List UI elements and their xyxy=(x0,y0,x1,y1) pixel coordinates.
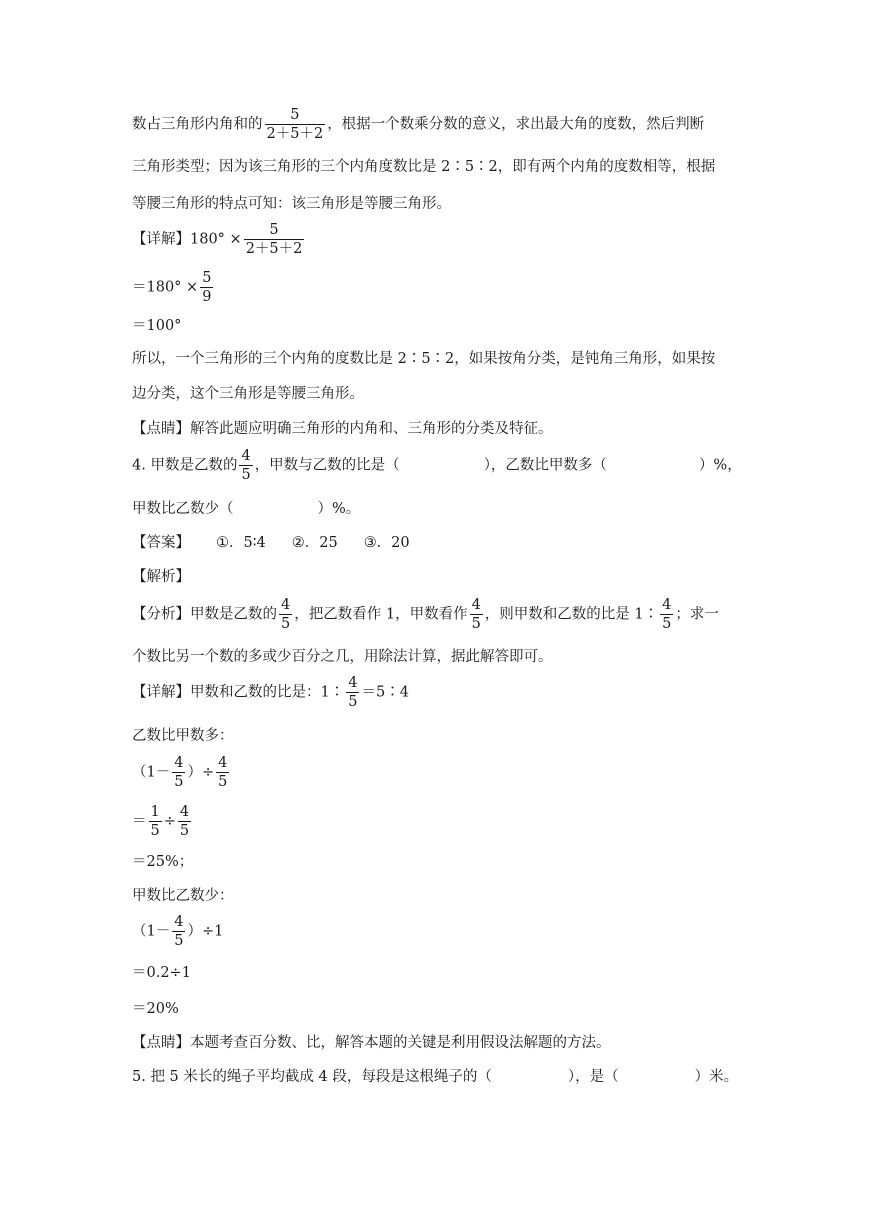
analysis-line-1 xyxy=(132,106,704,143)
fraction-numerator: 4 xyxy=(281,597,291,613)
fraction-denominator: 9 xyxy=(202,289,212,305)
calc-line-2 xyxy=(132,803,193,840)
text: ），乙数比甲数多（ xyxy=(483,457,607,474)
question-4-line-1 xyxy=(132,447,742,484)
fraction-denominator: 5 xyxy=(241,467,251,483)
text: ，把乙数看作 1，甲数看作 xyxy=(294,606,468,623)
analysis-line-3: 等腰三角形的特点可知：该三角形是等腰三角形。 xyxy=(132,196,451,212)
fraction-denominator: 2＋5＋2 xyxy=(245,241,303,257)
fraction-numerator: 4 xyxy=(662,597,672,613)
answer-item: ②．25 xyxy=(291,535,338,551)
calc-line-5: ＝0.2÷1 xyxy=(132,965,191,981)
tip-line: 【点睛】解答此题应明确三角形的内角和、三角形的分类及特征。 xyxy=(132,421,553,437)
fraction xyxy=(172,913,185,950)
text: 4. 甲数是乙数的 xyxy=(132,457,238,474)
fraction xyxy=(660,596,673,633)
text: ，则甲数和乙数的比是 1∶ xyxy=(484,606,659,623)
fraction-denominator: 2＋5＋2 xyxy=(266,126,324,142)
analysis-label: 【解析】 xyxy=(132,569,190,585)
fraction-numerator: 4 xyxy=(174,755,184,771)
fraction-numerator: 4 xyxy=(179,804,190,820)
text: （1－ xyxy=(132,764,171,781)
calc-line-1 xyxy=(132,754,231,791)
fraction xyxy=(149,803,162,840)
detail-line xyxy=(132,221,306,258)
text: ＝180° × xyxy=(132,279,199,296)
less-label: 甲数比乙数少： xyxy=(132,888,234,904)
fraction xyxy=(216,754,229,791)
fraction-denominator: 5 xyxy=(174,774,184,790)
fraction-numerator: 4 xyxy=(241,448,251,464)
fraction-denominator: 5 xyxy=(281,616,291,632)
fraction-denominator: 5 xyxy=(348,694,358,710)
fraction-numerator: 4 xyxy=(471,597,481,613)
question-5-line xyxy=(132,1067,738,1087)
fraction-numerator: 4 xyxy=(348,675,358,691)
text: ）÷1 xyxy=(187,923,224,940)
text: ）÷ xyxy=(187,764,215,781)
fraction xyxy=(244,221,305,258)
fraction-denominator: 5 xyxy=(662,616,672,632)
fraction-numerator: 4 xyxy=(174,914,184,930)
analysis-q4-line-1 xyxy=(132,596,719,633)
calc-line-6: ＝20% xyxy=(132,1001,179,1017)
fraction xyxy=(279,596,292,633)
text: ）%， xyxy=(698,457,742,474)
text: 【详解】甲数和乙数的比是：1∶ xyxy=(132,684,345,701)
analysis-line-2: 三角形类型；因为该三角形的三个内角度数比是 2∶5∶2，即有两个内角的度数相等，根据 xyxy=(132,159,716,175)
calc-line-3: ＝25%； xyxy=(132,854,194,870)
fraction-numerator: 5 xyxy=(269,222,279,238)
analysis-q4-line-2: 个数比另一个数的多或少百分之几，用除法计算，据此解答即可。 xyxy=(132,649,553,665)
conclusion-line-1: 所以，一个三角形的三个内角的度数比是 2∶5∶2，如果按角分类，是钝角三角形，如果按 xyxy=(132,351,716,367)
answer-line xyxy=(132,533,410,553)
text: 5. 把 5 米长的绳子平均截成 4 段，每段是这根绳子的（ xyxy=(132,1069,492,1085)
text: ），是（ xyxy=(567,1069,619,1085)
fraction-numerator: 4 xyxy=(218,755,228,771)
text: 数占三角形内角和的 xyxy=(132,116,263,133)
fraction xyxy=(265,106,326,143)
text: （1－ xyxy=(132,923,171,940)
text: 【分析】甲数是乙数的 xyxy=(132,606,277,623)
fraction xyxy=(172,754,185,791)
fraction-denominator: 5 xyxy=(174,933,184,949)
more-label: 乙数比甲数多： xyxy=(132,728,234,744)
fraction-denominator: 5 xyxy=(150,823,160,839)
fraction xyxy=(178,803,191,840)
answer-label: 【答案】 xyxy=(132,535,190,551)
text: ；求一 xyxy=(675,606,719,623)
text: 甲数比乙数少（ xyxy=(132,501,234,517)
fraction xyxy=(470,596,483,633)
detail-q4-line xyxy=(132,674,409,711)
step-line-2: ＝100° xyxy=(132,318,182,334)
text: ＝ xyxy=(132,813,147,830)
step-line-1 xyxy=(132,269,215,306)
text: ÷ xyxy=(163,813,176,830)
fraction-numerator: 1 xyxy=(150,804,160,820)
detail-label: 【详解】180° × xyxy=(132,231,242,248)
answer-item: ①．5∶4 xyxy=(216,535,266,551)
conclusion-line-2: 边分类，这个三角形是等腰三角形。 xyxy=(132,386,364,402)
fraction-numerator: 5 xyxy=(290,107,300,123)
question-4-line-2 xyxy=(132,499,360,519)
fraction-denominator: 5 xyxy=(471,616,481,632)
fraction-denominator: 5 xyxy=(179,823,190,839)
fraction xyxy=(239,447,252,484)
fraction xyxy=(200,269,213,306)
answer-item: ③．20 xyxy=(363,535,410,551)
calc-line-4 xyxy=(132,913,223,950)
text: ，根据一个数乘分数的意义，求出最大角的度数，然后判断 xyxy=(327,116,705,133)
text: ＝5∶4 xyxy=(361,684,409,701)
fraction xyxy=(346,674,359,711)
text: ）米。 xyxy=(694,1069,739,1085)
fraction-numerator: 5 xyxy=(202,270,212,286)
fraction-denominator: 5 xyxy=(218,774,228,790)
text: ）%。 xyxy=(317,501,361,517)
text: ，甲数与乙数的比是（ xyxy=(254,457,400,474)
tip-line: 【点睛】本题考查百分数、比，解答本题的关键是利用假设法解题的方法。 xyxy=(132,1035,611,1051)
